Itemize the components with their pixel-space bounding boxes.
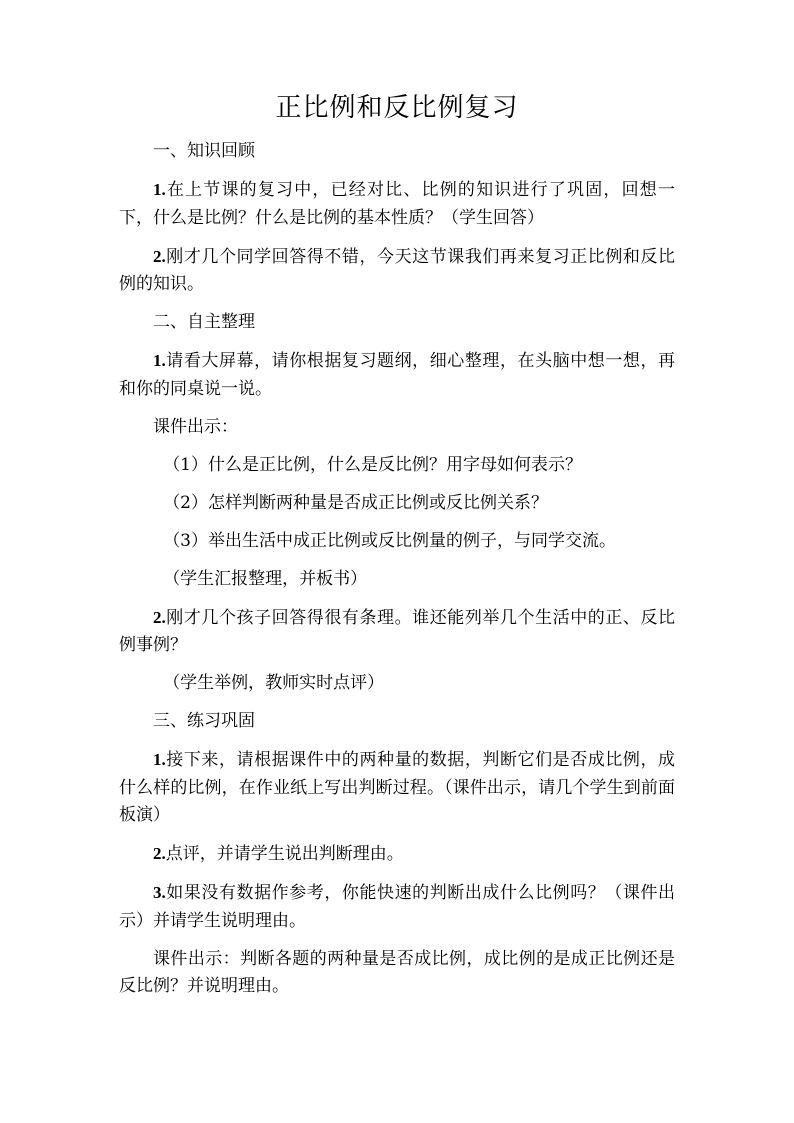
- paragraph-text: 请看大屏幕，请你根据复习题纲，细心整理，在头脑中想一想，再和你的同桌说一说。: [119, 351, 675, 399]
- list-item: （3）举出生活中成正比例或反比例量的例子，与同学交流。: [163, 530, 617, 551]
- paragraph-number: 1.: [153, 180, 166, 199]
- paragraph-number: 2.: [153, 607, 166, 627]
- paragraph-number: 1.: [153, 351, 166, 370]
- paragraph: 课件出示：判断各题的两种量是否成比例，成比例的是成正比例还是反比例？并说明理由。: [119, 948, 675, 996]
- section-heading-organize: 二、自主整理: [153, 312, 255, 332]
- paragraph-text: 刚才几个孩子回答得很有条理。谁还能列举几个生活中的正、反比例事例？: [119, 607, 675, 655]
- paragraph: [119, 347, 675, 403]
- paragraph: [119, 746, 675, 830]
- paragraph-text: 在上节课的复习中，已经对比、比例的知识进行了巩固，回想一下，什么是比例？什么是比例的基本性质？（学生回答）: [119, 180, 675, 228]
- section-heading-practice: 三、练习巩固: [153, 711, 255, 731]
- paragraph: [119, 604, 675, 660]
- section-heading-review: 一、知识回顾: [153, 141, 255, 161]
- paragraph-text: 点评，并请学生说出判断理由。: [165, 844, 404, 864]
- paragraph: [119, 840, 675, 869]
- paragraph-text: 刚才几个同学回答得不错，今天这节课我们再来复习正比例和反比例的知识。: [119, 246, 675, 294]
- paragraph-number: 2.: [153, 246, 166, 266]
- paragraph: [119, 243, 675, 299]
- document-body: [119, 138, 675, 1011]
- paragraph-text: 如果没有数据作参考，你能快速的判断出成什么比例吗？（课件出示）并请学生说明理由。: [119, 883, 675, 931]
- paragraph-number: 3.: [153, 883, 166, 902]
- paragraph-number: 1.: [153, 750, 166, 769]
- document-title: 正比例和反比例复习: [275, 93, 519, 123]
- paragraph: [119, 176, 675, 232]
- paragraph: [119, 879, 675, 935]
- list-item: （2）怎样判断两种量是否成正比例或反比例关系？: [163, 492, 549, 513]
- paragraph-text: 接下来，请根据课件中的两种量的数据，判断它们是否成比例，成什么样的比例，在作业纸上写出判断过程。（课件出示，请几个学生到前面板演）: [119, 750, 675, 825]
- paragraph-number: 2.: [153, 844, 166, 863]
- list-item: （1）什么是正比例，什么是反比例？用字母如何表示？: [163, 454, 583, 475]
- note: （学生举例，教师实时点评）: [163, 673, 385, 693]
- courseware-label: 课件出示：: [153, 416, 238, 437]
- note: （学生汇报整理，并板书）: [163, 568, 368, 589]
